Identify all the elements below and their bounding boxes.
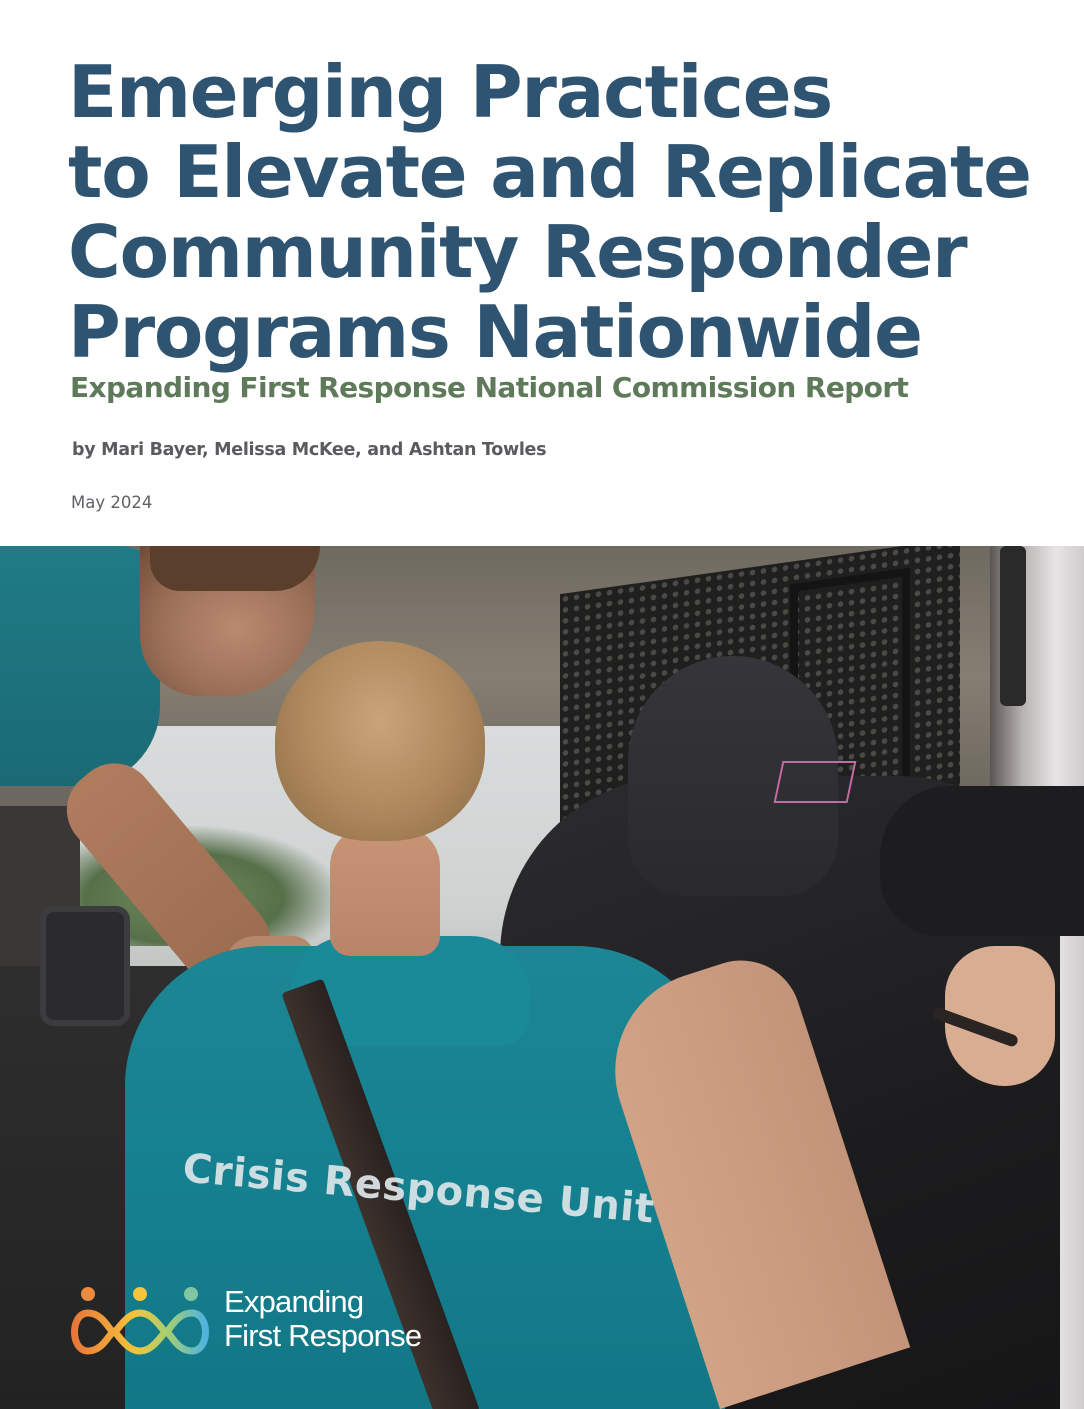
responder-man-shirt <box>0 546 160 786</box>
report-title <box>68 52 1068 372</box>
van-seat <box>40 906 130 1026</box>
author-byline: by Mari Bayer, Melissa McKee, and Ashtan Towles <box>72 440 547 460</box>
title-line-4: Programs Nationwide <box>68 290 922 374</box>
responder-man-hair <box>150 546 320 591</box>
responder-woman-hair <box>275 641 485 841</box>
publication-date: May 2024 <box>71 493 153 512</box>
title-line-1: Emerging Practices <box>68 50 833 134</box>
logo-line-2: First Response <box>224 1318 422 1353</box>
cover-photo <box>0 546 1084 1409</box>
responder-woman-neck <box>330 826 440 956</box>
van-door-strip <box>1000 546 1026 706</box>
title-line-2: to Elevate and Replicate <box>68 130 1031 214</box>
report-subtitle: Expanding First Response National Commission Report <box>70 371 909 404</box>
logo-line-1: Expanding <box>224 1284 364 1319</box>
hoodie-tag <box>774 761 857 803</box>
shirt-print-text: Crisis Response Unit <box>180 1145 657 1233</box>
expanding-first-response-logo <box>64 1283 464 1363</box>
logo-wordmark <box>224 1285 421 1353</box>
cover-header <box>0 0 1084 546</box>
infinity-people-icon <box>64 1283 216 1359</box>
person-hoodie-arm <box>880 786 1084 936</box>
title-line-3: Community Responder <box>68 210 967 294</box>
